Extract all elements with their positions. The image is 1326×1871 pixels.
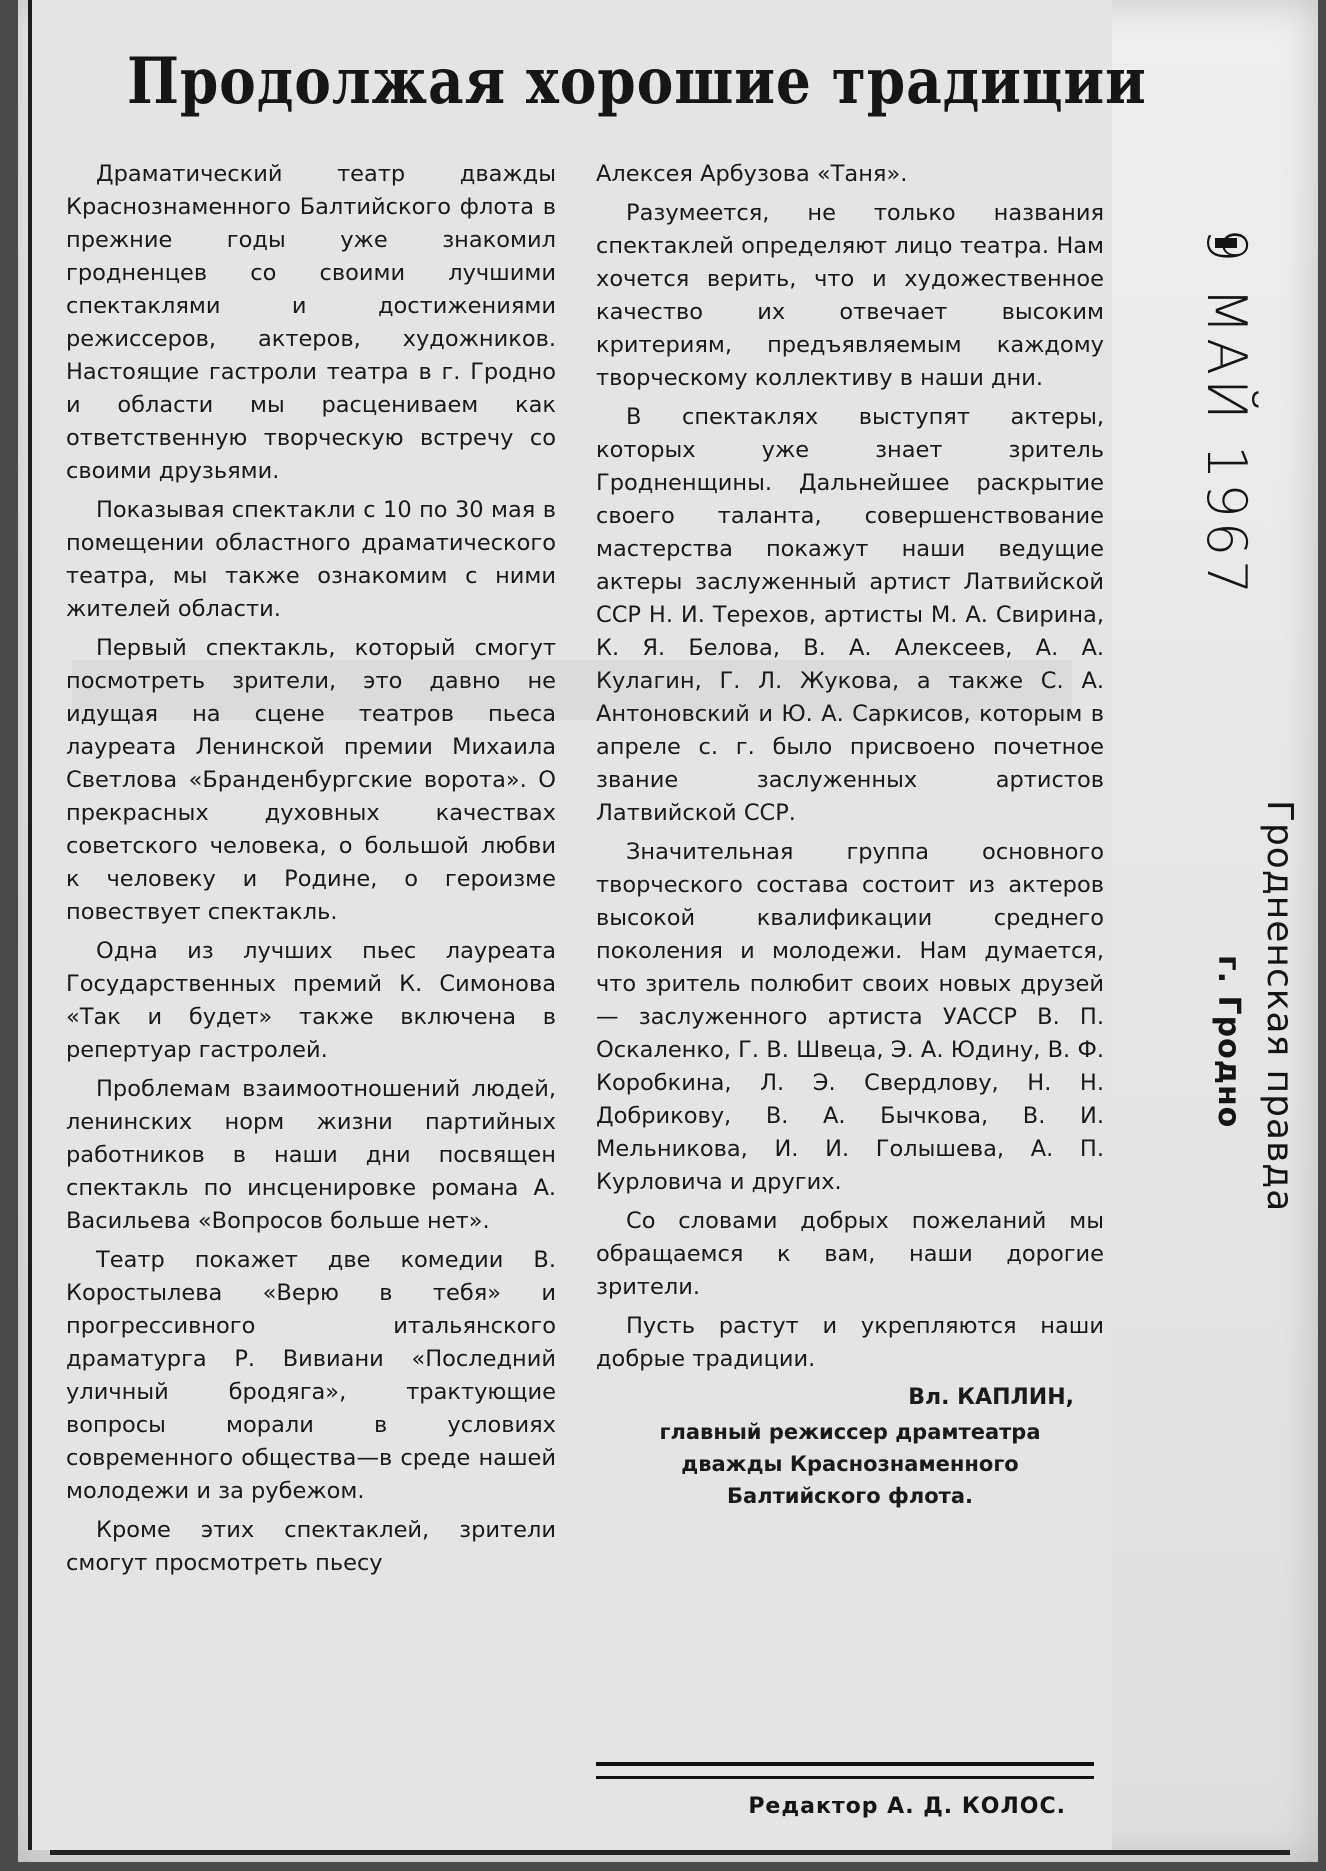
paragraph: Театр покажет две комедии В. Коростылева «Верю в тебя» и прогрессивного итальянского драматурга Р. Вивиани «Последний уличный бродяга», трактующие вопросы морали в условиях современного общества—в среде нашей молодежи и за рубежом. xyxy=(66,1247,556,1504)
double-rule-divider xyxy=(596,1762,1094,1779)
left-column xyxy=(66,158,556,1586)
paragraph: Первый спектакль, который смогут посмотреть зрители, это давно не идущая на сцене театров пьеса лауреата Ленинской премии Михаила Светлова «Бранденбургские ворота». О прекрасных духовных качествах советского человека, о большой любви к человеку и Родине, о героизме повествует спектакль. xyxy=(66,635,556,925)
paragraph: Со словами добрых пожеланий мы обращаемся к вам, наши дорогие зрители. xyxy=(596,1208,1104,1300)
paragraph: В спектаклях выступят актеры, которых уже знает зритель Гродненщины. Дальнейшее раскрытие своего таланта, совершенствование мастерства покажут наши ведущие актеры заслуженный артист Латвийской ССР Н. И. Терехов, артисты М. А. Свирина, К. Я. Белова, В. А. Алексеев, А. А. Кулагин, Г. Л. Жукова, а также С. А. Антоновский и Ю. А. Саркисов, которым в апреле с. г. было присвоено почетное звание заслуженных артистов Латвийской ССР. xyxy=(596,404,1104,826)
author-name: Вл. КАПЛИН, xyxy=(908,1385,1074,1410)
newspaper-clipping xyxy=(28,0,1147,1850)
bottom-edge-bar xyxy=(50,1850,1290,1855)
paragraph: Кроме этих спектаклей, зрители смогут просмотреть пьесу xyxy=(66,1517,556,1576)
paragraph: Одна из лучших пьес лауреата Государственных премий К. Симонова «Так и будет» также включена в репертуар гастролей. xyxy=(66,938,556,1063)
paragraph: Пусть растут и укрепляются наши добрые традиции. xyxy=(596,1313,1104,1372)
source-city: г. Гродно xyxy=(1211,955,1246,1129)
source-newspaper-name: Гродненская правда xyxy=(1259,800,1300,1213)
article-headline: Продолжая хорошие традиции xyxy=(127,44,1147,119)
paragraph: Драматический театр дважды Краснознаменного Балтийского флота в прежние годы уже знакомил гродненцев со своими лучшими спектаклями и достижениями режиссеров, актеров, художников. Настоящие гастроли театра в г. Гродно и области мы расцениваем как ответственную творческую встречу со своими друзьями. xyxy=(66,161,556,484)
stamp-date: 9 МАЙ 1967 xyxy=(1195,228,1258,599)
paragraph: Проблемам взаимоотношений людей, ленинских норм жизни партийных работников в наши дни посвящен спектакль по инсценировке романа А. Васильева «Вопросов больше нет». xyxy=(66,1076,556,1234)
right-column xyxy=(596,158,1104,1512)
paragraph-continuation: Алексея Арбузова «Таня». xyxy=(596,161,908,187)
author-title: главный режиссер драмтеатра дважды Краснознаменного Балтийского флота. xyxy=(659,1420,1041,1508)
editor-credit: Редактор А. Д. КОЛОС. xyxy=(748,1794,1066,1819)
paragraph: Значительная группа основного творческого состава состоит из актеров высокой квалификации среднего поколения и молодежи. Нам думается, что зритель полюбит своих новых друзей — заслуженного артиста УАССР В. П. Оскаленко, Г. В. Швеца, Э. А. Юдину, В. Ф. Коробкина, Л. Э. Свердлову, Н. Н. Добрикову, В. А. Бычкова, В. И. Мельникова, И. И. Голышева, А. П. Курловича и других. xyxy=(596,839,1104,1195)
paragraph: Разумеется, не только названия спектаклей определяют лицо театра. Нам хочется верить, что и художественное качество их отвечает высоким критериям, предъявляемым каждому творческому коллективу в наши дни. xyxy=(596,200,1104,391)
paper-sheet xyxy=(18,0,1318,1862)
paragraph: Показывая спектакли с 10 по 30 мая в помещении областного драматического театра, мы также ознакомим с ними жителей области. xyxy=(66,497,556,622)
